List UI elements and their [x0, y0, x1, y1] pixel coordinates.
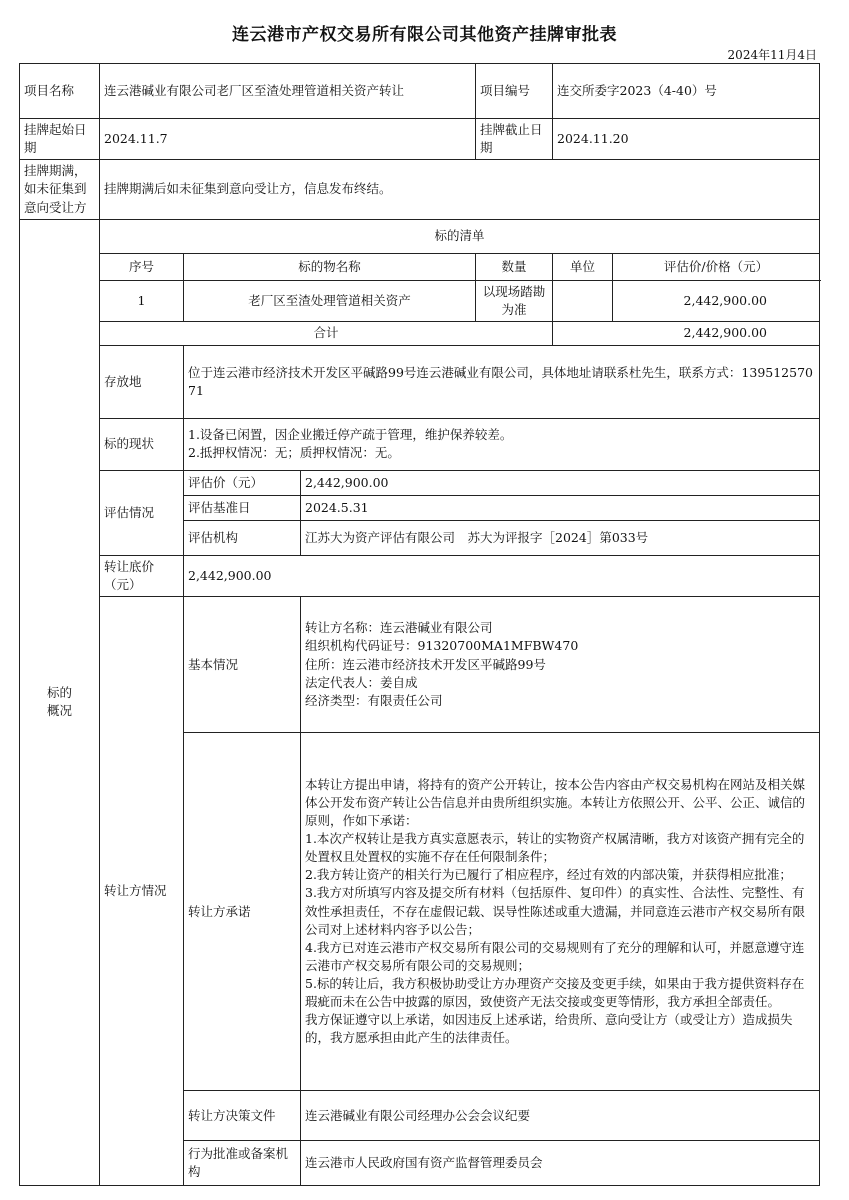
listing-start-label: 挂牌起始日期	[20, 119, 100, 160]
asset-row-name: 老厂区至渣处理管道相关资产	[184, 280, 476, 321]
commitment-value	[301, 733, 820, 1091]
listing-expiry-label: 挂牌期满，如未征集到意向受让方	[20, 160, 100, 219]
project-name-label: 项目名称	[20, 64, 100, 119]
commitment-line: 4.我方已对连云港市产权交易所有限公司的交易规则有了充分的理解和认可，并愿意遵守连云港市产权交易所有限公司的交易规则；	[305, 939, 805, 973]
valuation-date-label: 评估基准日	[184, 495, 301, 520]
decision-doc-value: 连云港碱业有限公司经理办公会会议纪要	[301, 1091, 820, 1141]
basic-info-line: 住所：连云港市经济技术开发区平碱路99号	[305, 656, 546, 672]
basic-info-line: 经济类型：有限责任公司	[305, 692, 443, 708]
reserve-price-row	[20, 555, 820, 596]
asset-list-header-row	[20, 253, 820, 280]
status-value	[184, 418, 820, 470]
asset-list-title-row	[20, 219, 820, 253]
commitment-line: 本转让方提出申请，将持有的资产公开转让，按本公告内容由产权交易机构在网站及相关媒体公开发布资产转让公告信息并由贵所组织实施。本转让方依照公开、公平、公正、诚信的原则，作如下承诺：	[305, 776, 806, 828]
status-line: 1.设备已闲置，因企业搬迁停产疏于管理，维护保养较差。	[188, 427, 513, 443]
project-name-row	[20, 64, 820, 119]
listing-expiry-value: 挂牌期满后如未征集到意向受让方，信息发布终结。	[100, 160, 820, 219]
asset-total-value: 2,442,900.00	[553, 321, 820, 345]
decision-doc-label: 转让方决策文件	[184, 1091, 301, 1141]
reserve-price-label: 转让底价（元）	[100, 555, 184, 596]
asset-total-row	[20, 321, 820, 345]
basic-info-line: 转让方名称：连云港碱业有限公司	[305, 620, 493, 636]
valuation-agency-label: 评估机构	[184, 520, 301, 555]
project-name-value: 连云港碱业有限公司老厂区至渣处理管道相关资产转让	[100, 64, 476, 119]
transferor-basic-row	[20, 597, 820, 733]
status-line: 2.抵押权情况：无；质押权情况：无。	[188, 445, 400, 461]
asset-col-unit: 单位	[553, 253, 613, 280]
reserve-price-value: 2,442,900.00	[184, 555, 820, 596]
storage-value: 位于连云港市经济技术开发区平碱路99号连云港碱业有限公司，具体地址请联系杜先生，联系方式：13951257071	[184, 345, 820, 418]
listing-dates-row	[20, 119, 820, 160]
document-date: 2024年11月4日	[727, 48, 817, 62]
commitment-line: 5.标的转让后，我方积极协助受让方办理资产交接及变更手续，如果由于我方提供资料存在瑕疵而未在公告中披露的原因，致使资产无法交接或变更等情形，我方承担全部责任。	[305, 976, 805, 1010]
commitment-line: 我方保证遵守以上承诺，如因违反上述承诺，给贵所、意向受让方（或受让方）造成损失的，我方愿承担由此产生的法律责任。	[305, 1012, 793, 1046]
overview-label-line2: 概况	[46, 703, 72, 719]
asset-row-unit	[553, 280, 613, 321]
asset-row-price: 2,442,900.00	[613, 280, 820, 321]
approval-authority-value: 连云港市人民政府国有资产监督管理委员会	[301, 1141, 820, 1186]
table-row	[20, 280, 820, 321]
asset-row-no: 1	[100, 280, 184, 321]
valuation-price-row	[20, 470, 820, 495]
asset-col-name: 标的物名称	[184, 253, 476, 280]
storage-label: 存放地	[100, 345, 184, 418]
project-code-value: 连交所委字2023（4-40）号	[553, 64, 820, 119]
listing-end-value: 2024.11.20	[553, 119, 820, 160]
asset-col-price: 评估价/价格（元）	[613, 253, 820, 280]
basic-info-label: 基本情况	[184, 597, 301, 733]
page-title: 连云港市产权交易所有限公司其他资产挂牌审批表	[232, 25, 617, 45]
asset-list-title: 标的清单	[100, 219, 820, 253]
commitment-line: 2.我方转让资产的相关行为已履行了相应程序，经过有效的内部决策，并获得相应批准；	[305, 867, 792, 883]
valuation-label: 评估情况	[100, 470, 184, 555]
overview-label-line1: 标的	[46, 685, 72, 701]
valuation-price-label: 评估价（元）	[184, 470, 301, 495]
listing-end-label: 挂牌截止日期	[476, 119, 553, 160]
asset-col-qty: 数量	[476, 253, 553, 280]
basic-info-line: 组织机构代码证号：91320700MA1MFBW470	[305, 638, 579, 654]
valuation-agency-value: 江苏大为资产评估有限公司 苏大为评报字［2024］第033号	[301, 520, 820, 555]
commitment-line: 3.我方对所填写内容及提交所有材料（包括原件、复印件）的真实性、合法性、完整性、有效性承担责任，不存在虚假记载、误导性陈述或重大遗漏，并同意连云港市产权交易所有限公司对上述材料内容予以公告；	[305, 885, 806, 937]
valuation-date-value: 2024.5.31	[301, 495, 820, 520]
asset-total-label: 合计	[100, 321, 553, 345]
listing-start-value: 2024.11.7	[100, 119, 476, 160]
status-label: 标的现状	[100, 418, 184, 470]
transferor-label: 转让方情况	[100, 597, 184, 1186]
overview-section-label	[20, 219, 100, 1186]
valuation-price-value: 2,442,900.00	[301, 470, 820, 495]
asset-row-qty: 以现场踏勘为准	[476, 280, 553, 321]
basic-info-value	[301, 597, 820, 733]
listing-expiry-row	[20, 160, 820, 219]
approval-authority-label: 行为批准或备案机构	[184, 1141, 301, 1186]
asset-col-no: 序号	[100, 253, 184, 280]
storage-row	[20, 345, 820, 418]
commitment-line: 1.本次产权转让是我方真实意愿表示，转让的实物资产权属清晰，我方对该资产拥有完全的处置权且处置权的实施不存在任何限制条件；	[305, 831, 805, 865]
commitment-label: 转让方承诺	[184, 733, 301, 1091]
basic-info-line: 法定代表人：姜自成	[305, 674, 418, 690]
project-code-label: 项目编号	[476, 64, 553, 119]
status-row	[20, 418, 820, 470]
approval-form-table	[19, 63, 820, 1186]
